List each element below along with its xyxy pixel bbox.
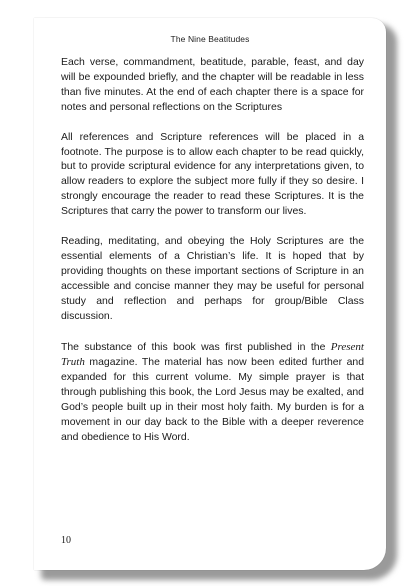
paragraph-4 <box>61 340 364 446</box>
magazine-title: Present Truth <box>61 340 364 369</box>
running-head: The Nine Beatitudes <box>170 34 250 44</box>
paragraph-4-start: The substance of this book was first published in the <box>61 341 331 353</box>
book-page <box>34 18 386 570</box>
paragraph-1: Each verse, commandment, beatitude, parable, feast, and day will be expounded briefly, and the chapter will be readable in less than five minutes. At the end of each chapter there is a space for notes and personal reflections on the Scriptures <box>61 57 364 113</box>
paragraph-2: All references and Scripture references will be placed in a footnote. The purpose is to allow each chapter to be read quickly, but to provide scriptural evidence for any interpretations given, to allow readers to explore the subject more fully if they so desire. I strongly encourage the reader to read these Scriptures. It is the Scriptures that carry the power to transform our lives. <box>61 131 364 218</box>
paragraph-4-end: magazine. The material has now been edited further and expanded for this current volume. My simple prayer is that through publishing this book, the Lord Jesus may be exalted, and God’s people built up in their most holy faith. My burden is for a movement in our day back to the Bible with a deeper reverence and obedience to His Word. <box>61 357 364 443</box>
paragraph-3: Reading, meditating, and obeying the Holy Scriptures are the essential elements of a Christian’s life. It is hoped that by providing thoughts on these important sections of Scripture in an accessible and concise manner they may be useful for personal study and reflection and perhaps for group/Bible Class discussion. <box>61 236 364 322</box>
body-text <box>61 56 364 461</box>
page-number: 10 <box>61 535 71 546</box>
